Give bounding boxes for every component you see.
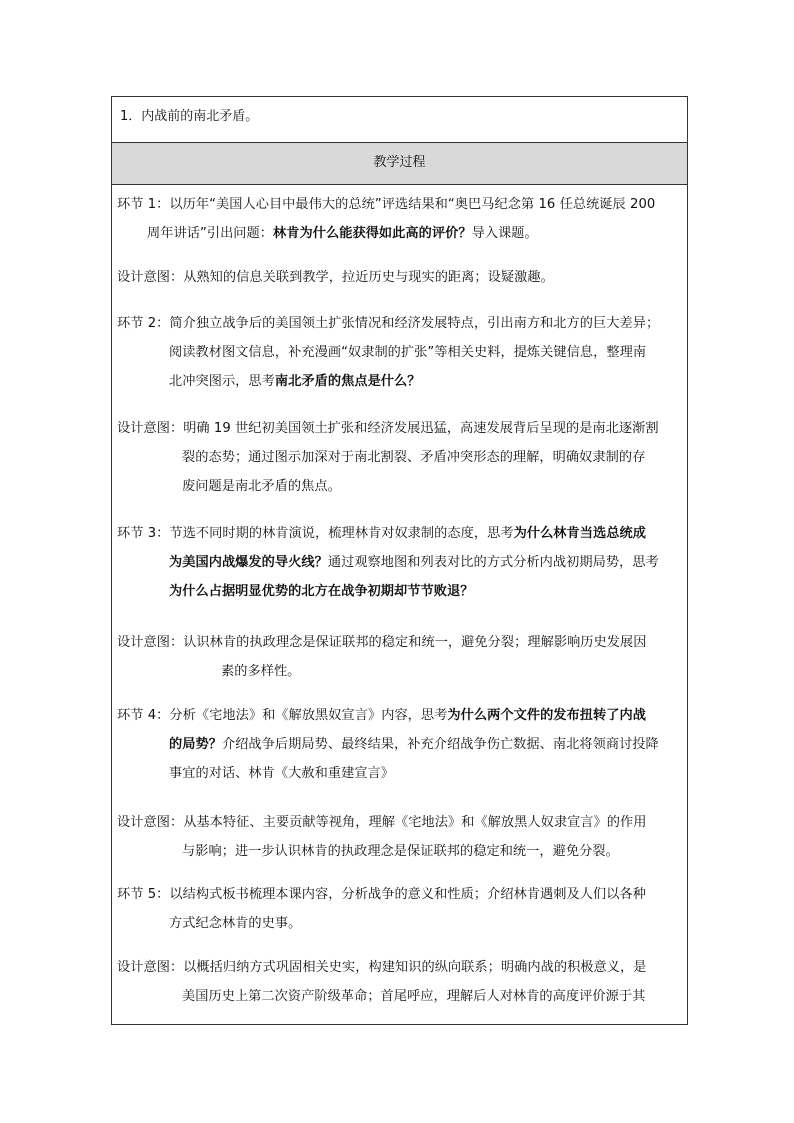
intent-text: 废问题是南北矛盾的焦点。 <box>182 479 341 494</box>
step-text: 周年讲话”引出问题： <box>147 226 274 241</box>
step-text: 事宜的对话、林肯《大赦和重建宣言》 <box>169 766 395 781</box>
process-content <box>112 184 687 1025</box>
intent-label: 设计意图： <box>117 421 184 436</box>
step-text: 分析《宅地法》和《解放黑奴宣言》内容，思考 <box>169 708 448 723</box>
intent-text: 裂的态势；通过图示加深对于南北割裂、矛盾冲突形态的理解，明确奴隶制的存 <box>182 450 646 465</box>
intent-label: 设计意图： <box>117 635 184 650</box>
step-text: 以结构式板书梳理本课内容，分析战争的意义和性质；介绍林肯遇刺及人们以各种 <box>169 887 646 902</box>
step-text: 通过观察地图和列表对比的方式分析内战初期局势，思考 <box>327 555 659 570</box>
intent-label: 设计意图： <box>117 960 184 975</box>
intent-1-paragraph <box>117 263 681 292</box>
step-question: 的局势？ <box>169 737 222 752</box>
intent-text: 从基本特征、主要贡献等视角，理解《宅地法》和《解放黑人奴隶宣言》的作用 <box>183 815 647 830</box>
step-label: 环节 3： <box>117 526 170 541</box>
intent-label: 设计意图： <box>117 270 184 285</box>
lesson-table <box>111 96 688 1025</box>
step-question: 为美国内战爆发的导火线？ <box>169 555 328 570</box>
intent-text: 明确 19 世纪初美国领土扩张和经济发展迅猛，高速发展背后呈现的是南北逐渐割 <box>183 421 659 436</box>
step-question: 为什么占据明显优势的北方在战争初期却节节败退？ <box>169 584 474 599</box>
step-4-paragraph <box>117 701 681 788</box>
step-5-paragraph <box>117 880 681 938</box>
intent-text: 素的多样性。 <box>221 664 301 679</box>
step-question: 为什么林肯当选总统成 <box>513 526 646 541</box>
intent-4-paragraph <box>117 808 681 866</box>
step-question: 为什么两个文件的发布扭转了内战 <box>447 708 646 723</box>
intent-5-paragraph <box>117 953 681 1011</box>
table-row-item <box>112 97 687 142</box>
intent-text: 从熟知的信息关联到教学，拉近历史与现实的距离；设疑激趣。 <box>183 270 554 285</box>
step-text: 导入课题。 <box>471 226 538 241</box>
step-text: 简介独立战争后的美国领土扩张情况和经济发展特点，引出南方和北方的巨大差异； <box>169 316 660 331</box>
intent-3-paragraph <box>117 628 681 686</box>
step-text: 介绍战争后期局势、最终结果，补充介绍战争伤亡数据、南北将领商讨投降 <box>221 737 659 752</box>
table-header-row <box>112 142 687 184</box>
step-3-paragraph <box>117 519 681 606</box>
step-text: 节选不同时期的林肯演说，梳理林肯对奴隶制的态度，思考 <box>169 526 514 541</box>
step-2-paragraph <box>117 309 681 396</box>
intent-text: 认识林肯的执政理念是保证联邦的稳定和统一，避免分裂；理解影响历史发展因 <box>183 635 647 650</box>
step-label: 环节 1： <box>117 197 170 212</box>
intent-text: 与影响；进一步认识林肯的执政理念是保证联邦的稳定和统一，避免分裂。 <box>182 844 619 859</box>
step-label: 环节 2： <box>117 316 170 331</box>
step-label: 环节 4： <box>117 708 170 723</box>
step-text: 阅读教材图文信息，补充漫画“奴隶制的扩张”等相关史料，提炼关键信息，整理南 <box>169 345 647 360</box>
step-text: 以历年“美国人心目中最伟大的总统”评选结果和“奥巴马纪念第 16 任总统诞辰 200 <box>169 197 656 212</box>
step-question: 南北矛盾的焦点是什么？ <box>274 374 421 389</box>
step-label: 环节 5： <box>117 887 170 902</box>
step-question: 林肯为什么能获得如此高的评价？ <box>273 226 472 241</box>
intent-2-paragraph <box>117 414 681 501</box>
step-text: 方式纪念林肯的史事。 <box>169 916 302 931</box>
step-text: 北冲突图示，思考 <box>169 374 275 389</box>
item-text: 1．内战前的南北矛盾。 <box>120 109 259 124</box>
intent-text: 以概括归纳方式巩固相关史实，构建知识的纵向联系；明确内战的积极意义，是 <box>183 960 647 975</box>
section-header: 教学过程 <box>373 155 426 170</box>
intent-label: 设计意图： <box>117 815 184 830</box>
intent-text: 美国历史上第二次资产阶级革命；首尾呼应，理解后人对林肯的高度评价源于其 <box>182 989 646 1004</box>
step-1-paragraph <box>117 190 681 248</box>
